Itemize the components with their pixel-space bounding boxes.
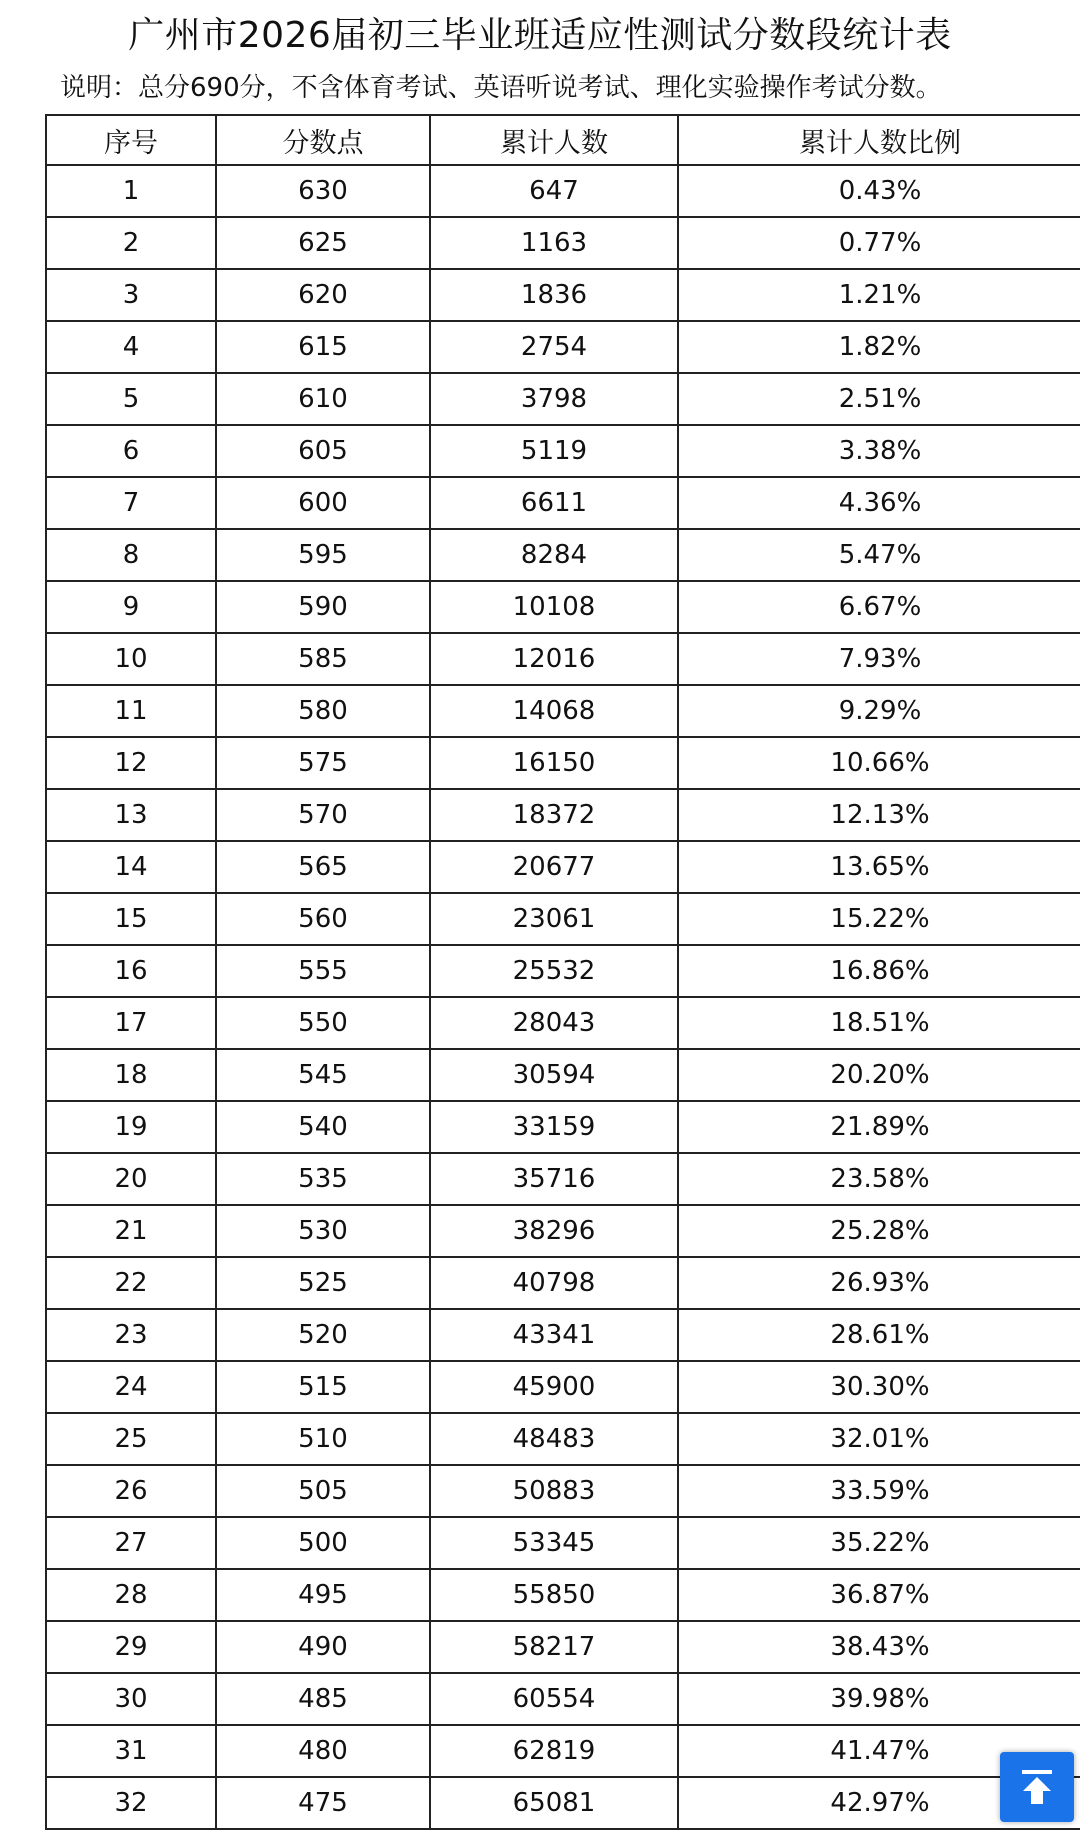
cell-index: 20 [46, 1153, 216, 1205]
cell-cumulative-count: 20677 [430, 841, 678, 893]
cell-cumulative-count: 5119 [430, 425, 678, 477]
table-row [46, 217, 1080, 269]
header-index: 序号 [46, 115, 216, 165]
cell-score: 565 [216, 841, 430, 893]
cell-score: 510 [216, 1413, 430, 1465]
cell-index: 30 [46, 1673, 216, 1725]
cell-cumulative-count: 53345 [430, 1517, 678, 1569]
table-row [46, 269, 1080, 321]
arrow-up-to-line-icon [1019, 1768, 1055, 1806]
cell-cumulative-ratio: 33.59% [678, 1465, 1080, 1517]
cell-cumulative-ratio: 12.13% [678, 789, 1080, 841]
cell-score: 615 [216, 321, 430, 373]
header-cumulative-count: 累计人数 [430, 115, 678, 165]
cell-index: 17 [46, 997, 216, 1049]
table-row [46, 373, 1080, 425]
cell-score: 535 [216, 1153, 430, 1205]
document-note: 说明：总分690分，不含体育考试、英语听说考试、理化实验操作考试分数。 [60, 73, 942, 103]
table-row [46, 1413, 1080, 1465]
cell-cumulative-count: 38296 [430, 1205, 678, 1257]
cell-cumulative-ratio: 0.77% [678, 217, 1080, 269]
cell-cumulative-count: 35716 [430, 1153, 678, 1205]
cell-cumulative-count: 33159 [430, 1101, 678, 1153]
table-row [46, 1361, 1080, 1413]
cell-cumulative-ratio: 38.43% [678, 1621, 1080, 1673]
cell-cumulative-count: 647 [430, 165, 678, 217]
cell-cumulative-ratio: 35.22% [678, 1517, 1080, 1569]
table-row [46, 1569, 1080, 1621]
cell-score: 540 [216, 1101, 430, 1153]
back-to-top-button[interactable] [1000, 1752, 1074, 1822]
cell-score: 600 [216, 477, 430, 529]
cell-score: 495 [216, 1569, 430, 1621]
cell-cumulative-ratio: 32.01% [678, 1413, 1080, 1465]
table-row [46, 1725, 1080, 1777]
cell-index: 24 [46, 1361, 216, 1413]
cell-index: 16 [46, 945, 216, 997]
table-header-row [46, 115, 1080, 165]
cell-cumulative-count: 55850 [430, 1569, 678, 1621]
cell-cumulative-ratio: 39.98% [678, 1673, 1080, 1725]
table-row [46, 425, 1080, 477]
table-row [46, 633, 1080, 685]
cell-cumulative-ratio: 36.87% [678, 1569, 1080, 1621]
table-row [46, 1205, 1080, 1257]
cell-cumulative-ratio: 18.51% [678, 997, 1080, 1049]
cell-index: 15 [46, 893, 216, 945]
table-row [46, 165, 1080, 217]
cell-score: 610 [216, 373, 430, 425]
cell-cumulative-count: 12016 [430, 633, 678, 685]
cell-cumulative-count: 62819 [430, 1725, 678, 1777]
table-row [46, 737, 1080, 789]
cell-score: 560 [216, 893, 430, 945]
cell-cumulative-ratio: 7.93% [678, 633, 1080, 685]
cell-index: 6 [46, 425, 216, 477]
cell-score: 595 [216, 529, 430, 581]
cell-score: 480 [216, 1725, 430, 1777]
cell-cumulative-count: 10108 [430, 581, 678, 633]
cell-score: 580 [216, 685, 430, 737]
table-row [46, 997, 1080, 1049]
table-row [46, 1621, 1080, 1673]
cell-cumulative-count: 45900 [430, 1361, 678, 1413]
table-row [46, 1309, 1080, 1361]
cell-index: 22 [46, 1257, 216, 1309]
cell-index: 18 [46, 1049, 216, 1101]
table-row [46, 1465, 1080, 1517]
table-row [46, 1153, 1080, 1205]
cell-cumulative-count: 6611 [430, 477, 678, 529]
cell-cumulative-ratio: 41.47% [678, 1725, 1080, 1777]
cell-index: 31 [46, 1725, 216, 1777]
cell-index: 23 [46, 1309, 216, 1361]
table-row [46, 893, 1080, 945]
cell-index: 25 [46, 1413, 216, 1465]
table-row [46, 529, 1080, 581]
document-title: 广州市2026届初三毕业班适应性测试分数段统计表 [128, 15, 952, 56]
table-row [46, 321, 1080, 373]
cell-index: 9 [46, 581, 216, 633]
header-cumulative-ratio: 累计人数比例 [678, 115, 1080, 165]
cell-cumulative-count: 1836 [430, 269, 678, 321]
cell-cumulative-count: 65081 [430, 1777, 678, 1829]
table-row [46, 685, 1080, 737]
cell-index: 21 [46, 1205, 216, 1257]
cell-index: 29 [46, 1621, 216, 1673]
cell-cumulative-count: 1163 [430, 217, 678, 269]
cell-score: 605 [216, 425, 430, 477]
table-row [46, 789, 1080, 841]
cell-score: 490 [216, 1621, 430, 1673]
cell-index: 1 [46, 165, 216, 217]
cell-cumulative-ratio: 4.36% [678, 477, 1080, 529]
cell-index: 13 [46, 789, 216, 841]
table-body [46, 165, 1080, 1829]
cell-score: 570 [216, 789, 430, 841]
cell-cumulative-count: 16150 [430, 737, 678, 789]
cell-score: 575 [216, 737, 430, 789]
cell-score: 555 [216, 945, 430, 997]
cell-index: 5 [46, 373, 216, 425]
cell-cumulative-count: 23061 [430, 893, 678, 945]
cell-cumulative-count: 43341 [430, 1309, 678, 1361]
cell-cumulative-ratio: 13.65% [678, 841, 1080, 893]
cell-cumulative-ratio: 25.28% [678, 1205, 1080, 1257]
cell-score: 590 [216, 581, 430, 633]
cell-cumulative-count: 8284 [430, 529, 678, 581]
cell-index: 7 [46, 477, 216, 529]
cell-cumulative-count: 25532 [430, 945, 678, 997]
cell-cumulative-ratio: 2.51% [678, 373, 1080, 425]
cell-cumulative-ratio: 1.82% [678, 321, 1080, 373]
cell-cumulative-count: 30594 [430, 1049, 678, 1101]
cell-index: 28 [46, 1569, 216, 1621]
cell-index: 4 [46, 321, 216, 373]
table-row [46, 1049, 1080, 1101]
cell-score: 620 [216, 269, 430, 321]
cell-score: 585 [216, 633, 430, 685]
cell-score: 520 [216, 1309, 430, 1361]
cell-cumulative-ratio: 28.61% [678, 1309, 1080, 1361]
cell-score: 530 [216, 1205, 430, 1257]
cell-cumulative-ratio: 42.97% [678, 1777, 1080, 1829]
cell-cumulative-count: 40798 [430, 1257, 678, 1309]
cell-score: 505 [216, 1465, 430, 1517]
cell-cumulative-count: 50883 [430, 1465, 678, 1517]
cell-score: 625 [216, 217, 430, 269]
cell-cumulative-ratio: 5.47% [678, 529, 1080, 581]
cell-index: 32 [46, 1777, 216, 1829]
table-row [46, 1777, 1080, 1829]
score-distribution-table [45, 114, 1080, 1830]
cell-index: 8 [46, 529, 216, 581]
cell-cumulative-ratio: 3.38% [678, 425, 1080, 477]
cell-cumulative-ratio: 23.58% [678, 1153, 1080, 1205]
cell-index: 11 [46, 685, 216, 737]
cell-score: 545 [216, 1049, 430, 1101]
cell-index: 2 [46, 217, 216, 269]
table-row [46, 1101, 1080, 1153]
cell-index: 12 [46, 737, 216, 789]
cell-cumulative-ratio: 6.67% [678, 581, 1080, 633]
cell-cumulative-count: 28043 [430, 997, 678, 1049]
header-score: 分数点 [216, 115, 430, 165]
cell-score: 475 [216, 1777, 430, 1829]
table-row [46, 477, 1080, 529]
cell-cumulative-ratio: 30.30% [678, 1361, 1080, 1413]
cell-cumulative-ratio: 26.93% [678, 1257, 1080, 1309]
cell-score: 550 [216, 997, 430, 1049]
cell-index: 27 [46, 1517, 216, 1569]
cell-cumulative-count: 18372 [430, 789, 678, 841]
cell-cumulative-ratio: 16.86% [678, 945, 1080, 997]
cell-cumulative-ratio: 9.29% [678, 685, 1080, 737]
table-row [46, 1257, 1080, 1309]
cell-cumulative-ratio: 1.21% [678, 269, 1080, 321]
cell-score: 500 [216, 1517, 430, 1569]
table-row [46, 841, 1080, 893]
cell-index: 26 [46, 1465, 216, 1517]
cell-cumulative-count: 48483 [430, 1413, 678, 1465]
cell-cumulative-ratio: 10.66% [678, 737, 1080, 789]
cell-score: 630 [216, 165, 430, 217]
table-row [46, 1673, 1080, 1725]
cell-cumulative-ratio: 0.43% [678, 165, 1080, 217]
cell-cumulative-count: 3798 [430, 373, 678, 425]
cell-score: 485 [216, 1673, 430, 1725]
cell-cumulative-count: 60554 [430, 1673, 678, 1725]
table-row [46, 1517, 1080, 1569]
table-row [46, 581, 1080, 633]
cell-cumulative-count: 14068 [430, 685, 678, 737]
cell-cumulative-count: 58217 [430, 1621, 678, 1673]
cell-index: 3 [46, 269, 216, 321]
cell-index: 10 [46, 633, 216, 685]
cell-cumulative-ratio: 15.22% [678, 893, 1080, 945]
cell-index: 14 [46, 841, 216, 893]
cell-cumulative-ratio: 21.89% [678, 1101, 1080, 1153]
cell-score: 515 [216, 1361, 430, 1413]
table-row [46, 945, 1080, 997]
cell-cumulative-ratio: 20.20% [678, 1049, 1080, 1101]
cell-score: 525 [216, 1257, 430, 1309]
cell-index: 19 [46, 1101, 216, 1153]
cell-cumulative-count: 2754 [430, 321, 678, 373]
